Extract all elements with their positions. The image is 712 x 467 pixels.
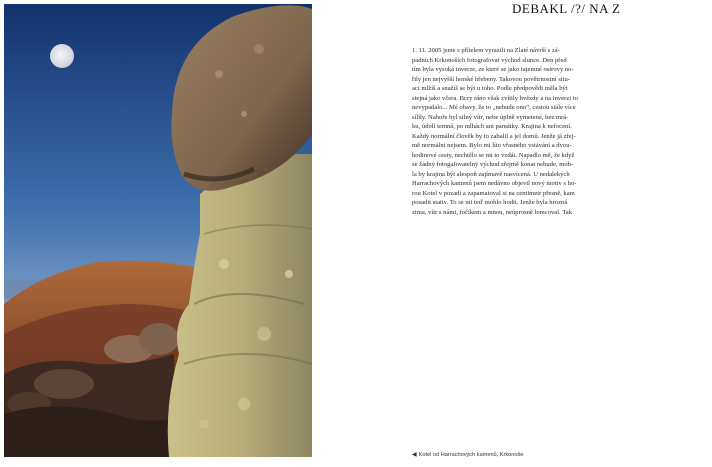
- landscape-photo: [4, 4, 312, 457]
- body-line: Každý normální člověk by to zabalil a jel domů. Jenže já zřej-: [412, 132, 576, 140]
- body-line: ku, údolí temná, po mlhách ani památky. Krajina k nefocení.: [412, 123, 572, 130]
- running-head: DEBAKL /?/ NA Z: [512, 1, 621, 16]
- body-line: zima, vítr s námi, fočíkem a mnou, neúprosně lomcoval. Tak: [412, 208, 573, 216]
- caption-text: Kotel od Harrachových kamenů, Krkonoše: [418, 452, 524, 458]
- body-line: mě normální nejsem. Bylo mi líto vřasného vstávání a dvou-: [412, 142, 572, 149]
- body-line: se žádný fotogafovatelný východ zřejmě konat nebude, moh-: [412, 161, 574, 168]
- body-line: aci mlžíš a snažíš se být u toho. Podle předpovědi měla být: [412, 85, 568, 92]
- body-line: la by krajina být alespoň zajímavě nasvícená. U nedalekých: [412, 170, 570, 178]
- body-line: hodinové cesty, nechtělo se mi to vzdát. Napadlo mě, že když: [412, 151, 575, 159]
- caption-arrow-icon: ◀: [412, 452, 417, 458]
- body-line: posadit stativ. To se mi teď mohlo hodit. Jenže byla hrozná: [412, 199, 568, 206]
- moon: [50, 44, 74, 68]
- body-line: rou Kotel v pozadí a zapamatoval si na centimetr přesně, kam: [412, 189, 575, 197]
- body-line: Harrachových kamenů jsem nedávno objevil nový motiv s ho-: [412, 180, 577, 187]
- body-line: nevypadalo... Mé obavy, že to „nebude ono“, cestou stále více: [412, 104, 576, 111]
- body-line: stejná jako včera. Brzy ráno však zvítily hvězdy a na inverzi to: [412, 94, 578, 102]
- body-line: tím byla vysoká inverze, ze které se jako tajemné ostrovy no-: [412, 66, 574, 73]
- body-line: padních Krkonoších fotografovat východ slunce. Den před: [412, 56, 567, 64]
- body-line: řily jen nejvyšší horské hřebeny. Takovou povětrnostní situ-: [412, 75, 570, 83]
- body-line: sílily. Nahoře byl silný vítr, nebe úplně vymetené, bez mrá-: [412, 113, 569, 121]
- body-line: 1. 11. 2005 jsme s přítelem vyrazili na Zlaté návrší s zá-: [412, 47, 560, 54]
- article-body: [412, 46, 596, 216]
- photo-caption: [412, 451, 523, 458]
